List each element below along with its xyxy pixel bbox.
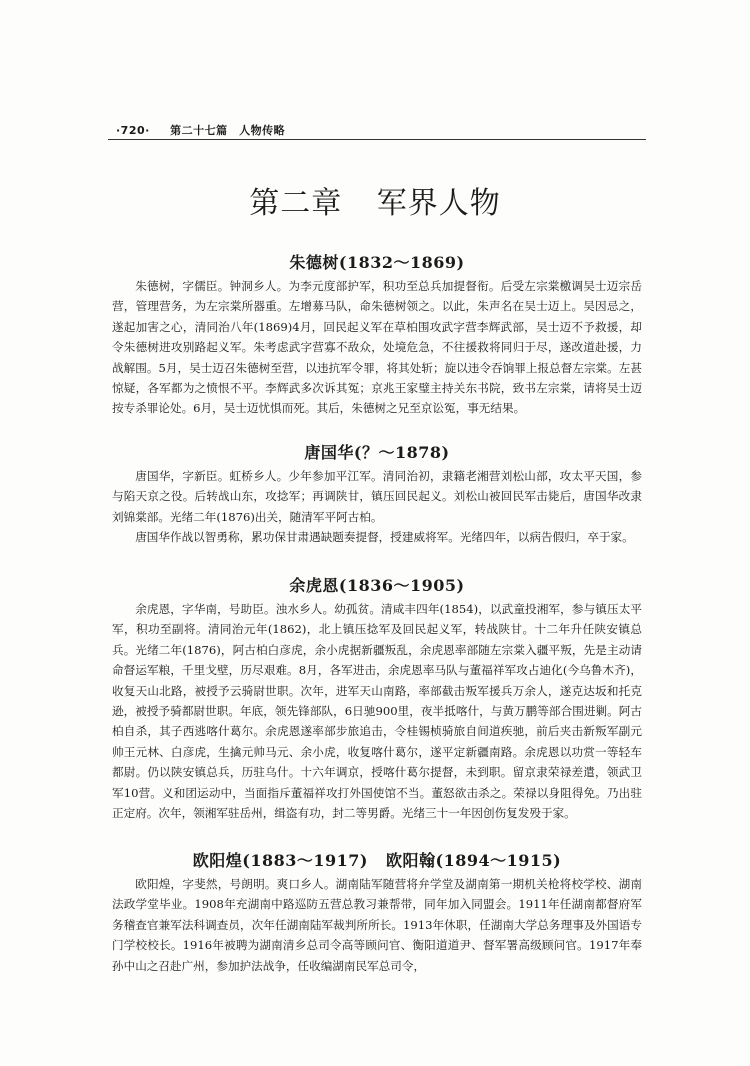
page-number: ·720· [116, 124, 150, 137]
entry-title: 唐国华(？～1878) [304, 443, 450, 462]
paragraph: 唐国华作战以智勇称，累功保甘肃遇缺题奏提督，授建威将军。光绪四年，以病告假归，卒于家。 [135, 530, 634, 545]
entry-title: 余虎恩(1836～1905) [289, 576, 465, 595]
entry-body [112, 599, 642, 823]
paragraph: 唐国华，字新臣。虹桥乡人。少年参加平江军。清同治初，隶籍老湘营刘松山部，攻太平天国，参与陷天京之役。后转战山东，攻捻军；再调陕甘，镇压回民起义。刘松山被回民军击毙后，唐国华改隶刘锦棠部。光绪二年(1876)出关，随清军平阿古柏。 [112, 469, 642, 524]
paragraph: 余虎恩，字华南，号助臣。浊水乡人。幼孤贫。清咸丰四年(1854)，以武童投湘军，参与镇压太平军，积功至副将。清同治元年(1862)，北上镇压捻军及回民起义军，转战陕甘。十二年升任陕安镇总兵。光绪二年(1876)，阿古柏白彦虎，余小虎据新疆叛乱，余虎恩率部随左宗棠入疆平叛，先是主动请命督运军粮，千里戈壁，历尽艰难。8月，各军进击，余虎恩率马队与董福祥军攻占迪化(今乌鲁木齐)，收复天山北路，被授予云骑尉世职。次年，进军天山南路，率部截击叛军援兵万余人，遂克达坂和托克逊，被授予骑都尉世职。年底，领先锋部队，6日驰900里，夜半抵喀什，与黄万鹏等部合围进剿。阿古柏自杀，其子西逃喀什葛尔。余虎恩遂率部步旅追击，令桂锡桢骑旅自间道疾驰，前后夹击新叛军副元帅王元林、白彦虎，生擒元帅马元、余小虎，收复喀什葛尔，遂平定新疆南路。余虎恩以功赏一等轻车都尉。仍以陕安镇总兵，历驻乌什。十六年调京，授喀什葛尔提督，未到职。留京隶荣禄差遣，领武卫军10营。义和团运动中，当面指斥董福祥攻打外国使馆不当。董怒欲击杀之。荣禄以身阻得免。乃出驻正定府。次年，领湘军驻岳州，缉盗有功，封二等男爵。光绪三十一年因创伤复发殁于家。 [112, 602, 642, 821]
entry-title-part: 欧阳煌(1883～1917) [192, 851, 368, 870]
entry-title-part: 欧阳翰(1894～1915) [386, 851, 562, 870]
entry-body [112, 874, 642, 976]
chapter-title [0, 178, 750, 222]
paragraph: 欧阳煌，字斐然，号朗明。爽口乡人。湖南陆军随营将弁学堂及湖南第一期机关枪将校学校、湖南法政学堂毕业。1908年充湖南中路巡防五营总教习兼帮带，同年加入同盟会。1911年任湖南都督府军务稽查官兼军法科调查员，次年任湖南陆军裁判所所长。1913年休职，任湖南大学总务理事及外国语专门学校校长。1916年被聘为湖南清乡总司令高等顾问官、衡阳道道尹、督军署高级顾问官。1917年奉孙中山之召赴广州，参加护法战争，任收编湖南民军总司令， [112, 877, 642, 973]
running-header [116, 122, 285, 138]
entry-body [112, 276, 642, 419]
section-title: 第二十七篇 人物传略 [170, 124, 286, 137]
entry-title [108, 848, 646, 871]
paragraph: 朱德树，字儒臣。钟洞乡人。为李元度部护军，积功至总兵加提督衔。后受左宗棠檄调吴士迈宗岳营，管理营务，为左宗棠所器重。左增募马队，命朱德树领之。以此，朱声名在吴士迈上。吴因忌之，遂起加害之心，清同治八年(1869)4月，回民起义军在草柏围攻武字营李辉武部，吴士迈不予救援，却令朱德树进攻别路起义军。朱考虑武字营寡不敌众，处境危急，不往援救将同归于尽，遂改道赴援，力战解围。5月，吴士迈召朱德树至营，以违抗军令罪，将其处斩；旋以违令吞饷罪上报总督左宗棠。左甚惊疑，各军都为之愤恨不平。李辉武多次诉其冤；京兆王家璧主持关东书院，致书左宗棠，请将吴士迈按专杀罪论处。6月，吴士迈忧惧而死。其后，朱德树之兄至京讼冤，事无结果。 [112, 279, 642, 416]
entry-body [112, 466, 642, 548]
chapter-name: 军界人物 [376, 186, 501, 221]
header-rule [108, 139, 646, 140]
entry-title: 朱德树(1832～1869) [289, 253, 465, 272]
chapter-label: 第二章 [249, 186, 343, 221]
